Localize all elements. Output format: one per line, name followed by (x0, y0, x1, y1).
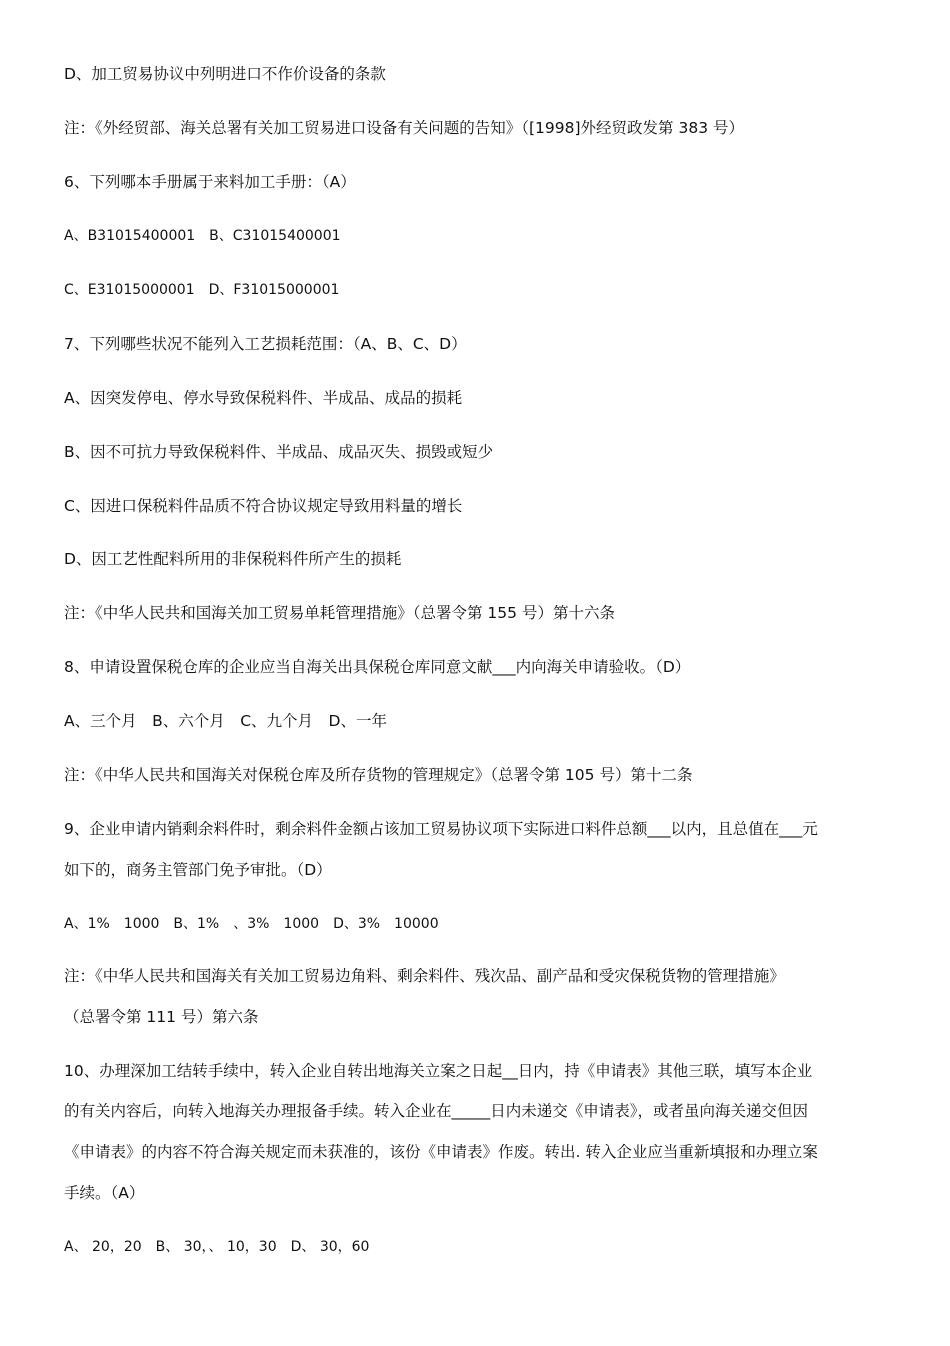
text-line-21: 的有关内容后，向转入地海关办理报备手续。转入企业在_____日内未递交《申请表》，或者虽向海关递交但因 (64, 1102, 809, 1120)
text-line-1: D、加工贸易协议中列明进口不作价设备的条款 (64, 65, 386, 83)
text-line-20: 10、办理深加工结转手续中，转入企业自转出地海关立案之日起__日内，持《申请表》其他三联，填写本企业 (64, 1062, 813, 1080)
text-line-17: A、1% 1000 B、1% 、3% 1000 D、3% 10000 (64, 916, 439, 932)
text-line-11: 注：《中华人民共和国海关加工贸易单耗管理措施》（总署令第 155 号）第十六条 (64, 604, 615, 622)
text-line-9: C、因进口保税料件品质不符合协议规定导致用料量的增长 (64, 497, 463, 515)
text-line-6: 7、下列哪些状况不能列入工艺损耗范围：（A、B、C、D） (64, 335, 467, 353)
text-line-14: 注：《中华人民共和国海关对保税仓库及所存货物的管理规定》（总署令第 105 号）第十二条 (64, 766, 693, 784)
text-line-13: A、三个月 B、六个月 C、九个月 D、一年 (64, 712, 387, 730)
text-line-2: 注：《外经贸部、海关总署有关加工贸易进口设备有关问题的告知》（[1998]外经贸政发第 383 号） (64, 119, 744, 137)
text-line-12: 8、申请设置保税仓库的企业应当自海关出具保税仓库同意文献___内向海关申请验收。（D） (64, 658, 691, 676)
text-line-23: 手续。（A） (64, 1184, 145, 1202)
text-line-16: 如下的，商务主管部门免予审批。（D） (64, 861, 332, 879)
text-line-3: 6、下列哪本手册属于来料加工手册：（A） (64, 173, 356, 191)
text-line-10: D、因工艺性配料所用的非保税料件所产生的损耗 (64, 550, 402, 568)
text-line-24: A、 20，20 B、 30，、 10，30 D、 30，60 (64, 1239, 370, 1255)
text-line-7: A、因突发停电、停水导致保税料件、半成品、成品的损耗 (64, 389, 463, 407)
text-line-5: C、E31015000001 D、F31015000001 (64, 282, 340, 298)
text-line-22: 《申请表》的内容不符合海关规定而未获准的，该份《申请表》作废。转出. 转入企业应当重新填报和办理立案 (64, 1143, 818, 1161)
text-line-18: 注：《中华人民共和国海关有关加工贸易边角料、剩余料件、残次品、副产品和受灾保税货物的管理措施》 (64, 967, 785, 985)
text-line-19: （总署令第 111 号）第六条 (64, 1008, 259, 1026)
text-line-4: A、B31015400001 B、C31015400001 (64, 228, 341, 244)
text-line-8: B、因不可抗力导致保税料件、半成品、成品灭失、损毁或短少 (64, 443, 494, 461)
text-line-15: 9、企业申请内销剩余料件时，剩余料件金额占该加工贸易协议项下实际进口料件总额___以内，且总值在___元 (64, 820, 818, 838)
